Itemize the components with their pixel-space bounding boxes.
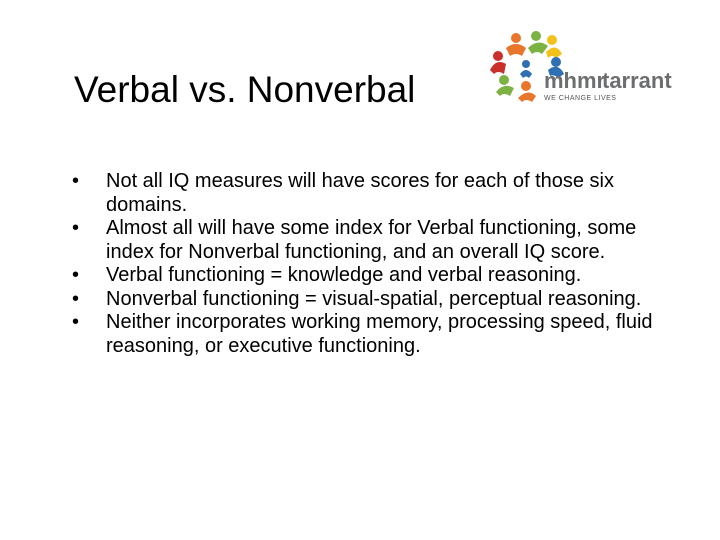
slide-title: Verbal vs. Nonverbal [74,69,416,110]
bullet-marker: • [72,287,80,310]
bullet-marker: • [72,217,80,239]
bullet-text: Almost all will have some index for Verbal functioning, some index for Nonverbal functioning, and an overall IQ score. [106,217,637,263]
logo-brand-right: tarrant [602,68,672,93]
bullet-marker: • [72,170,80,192]
bullet-item [72,170,672,217]
bullet-marker: • [72,264,80,286]
bullet-text: Nonverbal functioning = visual-spatial, perceptual reasoning. [106,287,642,310]
bullet-item [72,288,672,312]
bullet-text: Verbal functioning = knowledge and verbal reasoning. [106,264,582,286]
logo-brand-left: mhmr [544,68,606,93]
bullet-text: Neither incorporates working memory, processing speed, fluid reasoning, or executive functioning. [106,311,653,357]
bullet-text: Not all IQ measures will have scores for each of those six domains. [106,170,614,216]
bullet-marker: • [72,311,80,333]
bullet-item [72,264,672,288]
mhmr-tarrant-logo [482,26,682,108]
bullet-list [72,170,672,358]
bullet-item [72,311,672,358]
bullet-item [72,217,672,264]
logo-graphic [482,26,682,108]
logo-tagline: WE CHANGE LIVES [544,95,617,102]
